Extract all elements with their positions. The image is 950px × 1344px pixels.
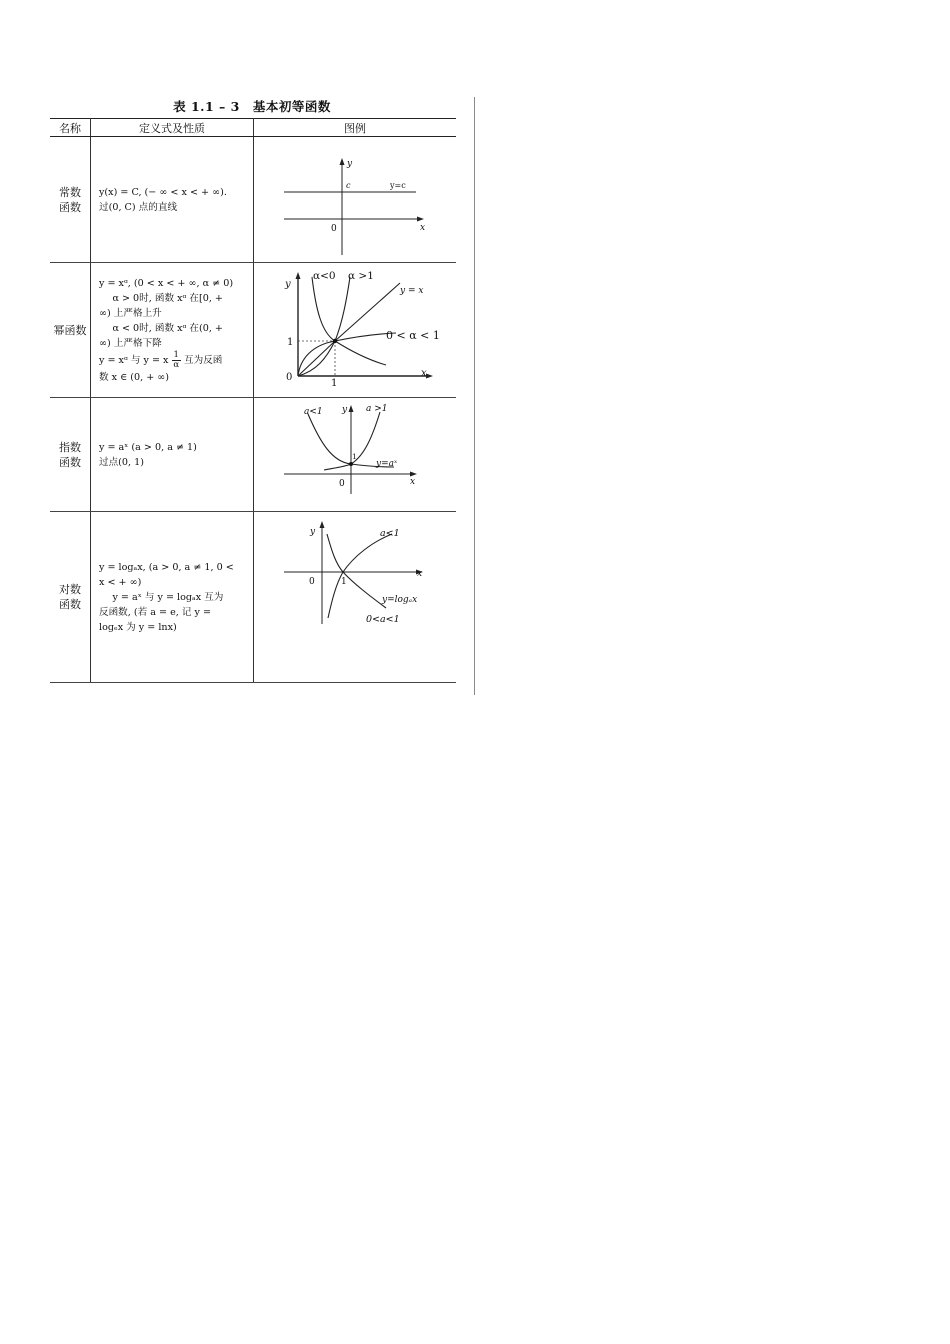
definition-line: logₑx 为 y = lnx) <box>99 621 177 633</box>
definition-line: ∞) 上严格上升 <box>99 307 162 319</box>
header-definition: 定义式及性质 <box>91 119 254 137</box>
definition-line: y = xᵅ, (0 < x < + ∞, α ≠ 0) <box>99 277 234 289</box>
figure-cell <box>254 512 457 683</box>
definition-line: ∞) 上严格下降 <box>99 337 162 349</box>
curve-alpha-greater-one <box>298 277 350 376</box>
definition-line: α > 0时, 函数 xᵅ 在[0, + <box>112 292 223 304</box>
definition-line: y = logₐx, (a > 0, a ≠ 1, 0 < <box>99 561 234 573</box>
fraction-denominator: α <box>173 359 180 370</box>
intersection-point <box>333 339 337 343</box>
x-axis-label: x <box>410 477 416 487</box>
constant-function-graph <box>254 137 456 262</box>
c-label: c <box>346 181 351 190</box>
page-column-rule <box>474 97 475 695</box>
label-identity: y = x <box>400 286 424 296</box>
label-alpha-between: 0 < α < 1 <box>386 329 440 342</box>
curve-a-greater-one <box>324 412 380 470</box>
row-name-cell <box>50 137 91 263</box>
y-axis-arrow <box>320 521 325 528</box>
label-a-less-one: a<1 <box>380 528 400 539</box>
table-row-power <box>50 263 456 398</box>
definition-line: y = aˣ (a > 0, a ≠ 1) <box>99 441 197 453</box>
row-name-line: 幂函数 <box>53 323 87 337</box>
row-name-line: 函数 <box>59 200 81 214</box>
curve-label: y=aˣ <box>376 459 398 469</box>
definition-line: y = aˣ 与 y = logₐx 互为 <box>112 591 224 603</box>
label-alpha-greater-one: α >1 <box>348 270 374 282</box>
x-axis-arrow <box>417 217 424 222</box>
intersection-point <box>349 462 353 466</box>
curve-label: y=c <box>390 181 406 190</box>
label-a-greater-one: a >1 <box>366 404 388 414</box>
definition-line: 反函数, (若 a = e, 记 y = <box>99 606 212 618</box>
row-name-line: 函数 <box>59 598 81 611</box>
x-axis-label: x <box>417 569 423 579</box>
power-function-graph <box>254 263 456 397</box>
x-axis-arrow <box>426 374 433 379</box>
label-alpha-negative: α<0 <box>313 270 336 282</box>
origin-label: 0 <box>339 479 345 489</box>
definition-cell <box>91 398 254 512</box>
origin-label: 0 <box>331 224 337 234</box>
row-name-cell <box>50 263 91 398</box>
definition-line: x < + ∞) <box>99 576 142 588</box>
x-axis-arrow <box>410 472 417 477</box>
definition-line: 过点(0, 1) <box>99 456 144 468</box>
origin-label: 0 <box>286 372 293 383</box>
origin-label: 0 <box>309 577 315 587</box>
row-name-line: 常数 <box>59 185 81 199</box>
table-row-constant <box>50 137 456 263</box>
y-axis-arrow <box>349 405 354 412</box>
table-row-exponential <box>50 398 456 512</box>
definition-line: α < 0时, 函数 xᵅ 在(0, + <box>112 322 223 334</box>
x-axis-label: x <box>421 368 427 379</box>
logarithmic-function-graph <box>254 512 456 682</box>
figure-cell <box>254 263 457 398</box>
curve-label: y=logₐx <box>382 595 418 605</box>
label-a-range: 0<a<1 <box>366 614 400 625</box>
definition-cell <box>91 263 254 398</box>
tick-label-x-one: 1 <box>331 378 338 389</box>
definition-line: 过(0, C) 点的直线 <box>99 201 178 213</box>
table-header-row <box>50 119 456 137</box>
y-axis-label: y <box>347 159 353 169</box>
y-axis-label: y <box>310 527 316 537</box>
exponential-function-graph <box>254 398 456 511</box>
fraction-numerator: 1 <box>173 349 179 360</box>
y-axis-label: y <box>342 405 348 415</box>
table-row-logarithmic <box>50 512 456 683</box>
curve-identity <box>298 283 400 376</box>
y-axis-arrow <box>296 272 301 279</box>
table-caption: 表 1.1 – 3 基本初等函数 <box>173 99 331 114</box>
definition-line: 数 x ∈ (0, + ∞) <box>99 371 170 383</box>
header-figure: 图例 <box>254 119 457 137</box>
figure-cell <box>254 137 457 263</box>
definition-line <box>99 351 247 370</box>
definition-fragment: y = xᵅ 与 y = x <box>99 354 169 366</box>
row-name-line: 指数 <box>59 440 81 454</box>
tick-label-y-one: 1 <box>287 337 294 348</box>
row-name-cell <box>50 512 91 683</box>
header-name: 名称 <box>50 119 91 137</box>
elementary-functions-table <box>50 118 456 683</box>
definition-cell <box>91 512 254 683</box>
tick-label-one: 1 <box>352 452 357 461</box>
definition-line: y(x) = C, (− ∞ < x < + ∞). <box>99 186 227 198</box>
tick-label-one: 1 <box>341 577 347 587</box>
row-name-cell <box>50 398 91 512</box>
row-name-line: 对数 <box>59 583 81 596</box>
exponent-fraction <box>172 351 181 370</box>
y-axis-label: y <box>285 279 291 290</box>
definition-cell <box>91 137 254 263</box>
figure-cell <box>254 398 457 512</box>
row-name-line: 函数 <box>59 455 81 469</box>
label-a-less-one: a<1 <box>304 407 323 417</box>
definition-fragment: 互为反函 <box>184 354 223 366</box>
x-axis-label: x <box>420 223 426 233</box>
y-axis-arrow <box>340 158 345 165</box>
curve-log-decreasing <box>327 534 386 608</box>
